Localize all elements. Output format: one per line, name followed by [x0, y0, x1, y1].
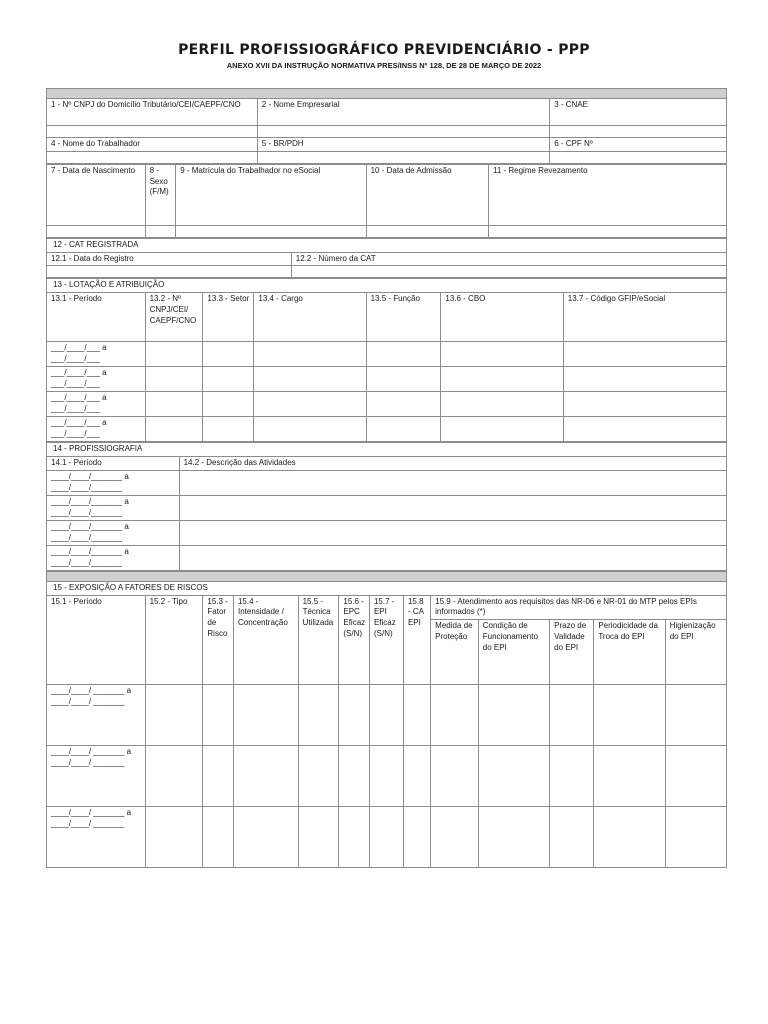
- lotacao-cell[interactable]: [366, 392, 441, 417]
- lotacao-period-cell[interactable]: ___/____/___ a ___/____/___: [47, 367, 146, 392]
- riscos-cell[interactable]: [145, 807, 203, 868]
- riscos-cell[interactable]: [403, 807, 430, 868]
- riscos-cell[interactable]: [298, 807, 339, 868]
- lotacao-period-header: 13.1 - Período: [47, 293, 146, 342]
- riscos-factor-header: 15.3 - Fator de Risco: [203, 595, 234, 685]
- lotacao-cell[interactable]: [254, 417, 366, 442]
- cat-registration-date-input[interactable]: [47, 266, 292, 278]
- epi-hygiene-header: Higienização do EPI: [665, 620, 726, 685]
- riscos-section-heading: 15 - EXPOSIÇÃO A FATORES DE RISCOS: [47, 581, 727, 595]
- lotacao-cell[interactable]: [441, 367, 563, 392]
- lotacao-cell[interactable]: [254, 392, 366, 417]
- riscos-cell[interactable]: [665, 807, 726, 868]
- table-row: [47, 342, 727, 367]
- lotacao-cbo-header: 13.6 - CBO: [441, 293, 563, 342]
- riscos-cell[interactable]: [369, 685, 403, 746]
- lotacao-section-heading: 13 - LOTAÇÃO E ATRIBUIÇÃO: [47, 279, 727, 293]
- table-row: [47, 545, 727, 570]
- cat-table: [46, 238, 727, 279]
- lotacao-role-header: 13.4 - Cargo: [254, 293, 366, 342]
- lotacao-sector-header: 13.3 - Setor: [203, 293, 254, 342]
- lotacao-cell[interactable]: [441, 417, 563, 442]
- lotacao-cell[interactable]: [563, 392, 726, 417]
- profissiografia-period-cell[interactable]: ____/____/_______ a ____/____/_______: [47, 520, 180, 545]
- epi-condition-header: Condição de Funcionamento do EPI: [478, 620, 549, 685]
- lotacao-cell[interactable]: [203, 417, 254, 442]
- riscos-cell[interactable]: [550, 807, 594, 868]
- worker-name-field-label: 4 - Nome do Trabalhador: [47, 138, 258, 152]
- lotacao-cell[interactable]: [441, 342, 563, 367]
- riscos-cell[interactable]: [203, 685, 234, 746]
- protection-measure-header: Medida de Proteção: [431, 620, 479, 685]
- riscos-cell[interactable]: [594, 807, 665, 868]
- riscos-epc-header: 15.6 - EPC Eficaz (S/N): [339, 595, 370, 685]
- lotacao-cell[interactable]: [254, 342, 366, 367]
- lotacao-table: [46, 278, 727, 442]
- regime-field-label: 11 - Regime Revezamento: [488, 164, 726, 225]
- cpf-input[interactable]: [550, 151, 727, 163]
- riscos-cell[interactable]: [145, 685, 203, 746]
- section-bar: [47, 89, 727, 99]
- riscos-cell[interactable]: [478, 685, 549, 746]
- lotacao-cnpj-header: 13.2 - Nº CNPJ/CEI/ CAEPF/CNO: [145, 293, 203, 342]
- riscos-cell[interactable]: [298, 685, 339, 746]
- profissiografia-description-header: 14.2 - Descrição das Atividades: [179, 456, 726, 470]
- lotacao-cell[interactable]: [366, 342, 441, 367]
- personal-data-table: [46, 164, 727, 238]
- profissiografia-period-cell[interactable]: ____/____/_______ a ____/____/_______: [47, 545, 180, 570]
- lotacao-cell[interactable]: [254, 367, 366, 392]
- activity-description-input[interactable]: [179, 495, 726, 520]
- cnpj-field-label: 1 - Nº CNPJ do Domicílio Tributário/CEI/CAEPF/CNO: [47, 99, 258, 126]
- riscos-cell[interactable]: [339, 685, 370, 746]
- lotacao-cell[interactable]: [145, 367, 203, 392]
- riscos-cell[interactable]: [298, 746, 339, 807]
- riscos-technique-header: 15.5 - Técnica Utilizada: [298, 595, 339, 685]
- riscos-cell[interactable]: [431, 746, 479, 807]
- table-row: [47, 520, 727, 545]
- epi-validity-header: Prazo de Validade do EPI: [550, 620, 594, 685]
- table-row: [47, 417, 727, 442]
- sex-field-label: 8 - Sexo (F/M): [145, 164, 176, 225]
- cnae-input[interactable]: [550, 126, 727, 138]
- company-name-input[interactable]: [257, 126, 549, 138]
- cat-number-input[interactable]: [291, 266, 726, 278]
- lotacao-cell[interactable]: [366, 417, 441, 442]
- cat-number-label: 12.2 - Número da CAT: [291, 252, 726, 266]
- riscos-cell[interactable]: [203, 807, 234, 868]
- table-row: [47, 470, 727, 495]
- profissiografia-table: [46, 442, 727, 571]
- riscos-period-cell[interactable]: ____/____/ _______ a ____/____/ _______: [47, 685, 146, 746]
- lotacao-gfip-header: 13.7 - Código GFIP/eSocial: [563, 293, 726, 342]
- riscos-cell[interactable]: [203, 746, 234, 807]
- epi-replacement-header: Periodicidade da Troca do EPI: [594, 620, 665, 685]
- sex-input[interactable]: [145, 225, 176, 237]
- document-title: PERFIL PROFISSIOGRÁFICO PREVIDENCIÁRIO - PPP: [178, 42, 590, 58]
- lotacao-cell[interactable]: [563, 342, 726, 367]
- cpf-field-label: 6 - CPF Nº: [550, 138, 727, 152]
- riscos-cell[interactable]: [233, 746, 298, 807]
- riscos-cell[interactable]: [431, 685, 479, 746]
- riscos-ca-header: 15.8 - CA EPI: [403, 595, 430, 685]
- birth-date-field-label: 7 - Data de Nascimento: [47, 164, 146, 225]
- riscos-epi-header: 15.7 - EPI Eficaz (S/N): [369, 595, 403, 685]
- table-row: [47, 685, 727, 746]
- lotacao-period-cell[interactable]: ___/____/___ a ___/____/___: [47, 342, 146, 367]
- table-row: [47, 746, 727, 807]
- lotacao-cell[interactable]: [441, 392, 563, 417]
- riscos-cell[interactable]: [369, 807, 403, 868]
- riscos-period-cell[interactable]: ____/____/ _______ a ____/____/ _______: [47, 746, 146, 807]
- br-pdh-field-label: 5 - BR/PDH: [257, 138, 549, 152]
- riscos-cell[interactable]: [665, 685, 726, 746]
- identification-table: [46, 88, 727, 164]
- riscos-type-header: 15.2 - Tipo: [145, 595, 203, 685]
- lotacao-cell[interactable]: [366, 367, 441, 392]
- esocial-registration-field-label: 9 - Matrícula do Trabalhador no eSocial: [176, 164, 366, 225]
- section-bar: [47, 571, 727, 581]
- riscos-cell[interactable]: [145, 746, 203, 807]
- lotacao-period-cell[interactable]: ___/____/___ a ___/____/___: [47, 417, 146, 442]
- table-row: [47, 367, 727, 392]
- riscos-cell[interactable]: [594, 685, 665, 746]
- lotacao-cell[interactable]: [145, 392, 203, 417]
- lotacao-cell[interactable]: [203, 392, 254, 417]
- document-subtitle: ANEXO XVII DA INSTRUÇÃO NORMATIVA PRES/INSS Nº 128, DE 28 DE MARÇO DE 2022: [226, 61, 542, 70]
- activity-description-input[interactable]: [179, 470, 726, 495]
- lotacao-cell[interactable]: [563, 367, 726, 392]
- cnpj-input[interactable]: [47, 126, 258, 138]
- cat-section-heading: 12 - CAT REGISTRADA: [47, 238, 727, 252]
- lotacao-cell[interactable]: [145, 342, 203, 367]
- riscos-cell[interactable]: [233, 685, 298, 746]
- riscos-requirements-header: 15.9 - Atendimento aos requisitos das NR-06 e NR-01 do MTP pelos EPIs informados (*): [431, 595, 727, 620]
- lotacao-function-header: 13.5 - Função: [366, 293, 441, 342]
- riscos-cell[interactable]: [233, 807, 298, 868]
- riscos-intensity-header: 15.4 - Intensidade / Concentração: [233, 595, 298, 685]
- br-pdh-input[interactable]: [257, 151, 549, 163]
- company-name-field-label: 2 - Nome Empresarial: [257, 99, 549, 126]
- lotacao-cell[interactable]: [563, 417, 726, 442]
- riscos-table: [46, 571, 727, 868]
- esocial-registration-input[interactable]: [176, 225, 366, 237]
- lotacao-period-cell[interactable]: ___/____/___ a ___/____/___: [47, 392, 146, 417]
- riscos-period-cell[interactable]: ____/____/ _______ a ____/____/ _______: [47, 807, 146, 868]
- admission-date-input[interactable]: [366, 225, 488, 237]
- riscos-cell[interactable]: [550, 746, 594, 807]
- riscos-cell[interactable]: [339, 807, 370, 868]
- riscos-cell[interactable]: [478, 807, 549, 868]
- riscos-cell[interactable]: [550, 685, 594, 746]
- profissiografia-section-heading: 14 - PROFISSIOGRAFIA: [47, 443, 727, 457]
- lotacao-cell[interactable]: [203, 342, 254, 367]
- riscos-period-header: 15.1 - Período: [47, 595, 146, 685]
- birth-date-input[interactable]: [47, 225, 146, 237]
- profissiografia-period-cell[interactable]: ____/____/_______ a ____/____/_______: [47, 495, 180, 520]
- riscos-cell[interactable]: [403, 685, 430, 746]
- profissiografia-period-cell[interactable]: ____/____/_______ a ____/____/_______: [47, 470, 180, 495]
- admission-date-field-label: 10 - Data de Admissão: [366, 164, 488, 225]
- table-row: [47, 807, 727, 868]
- activity-description-input[interactable]: [179, 545, 726, 570]
- regime-input[interactable]: [488, 225, 726, 237]
- riscos-cell[interactable]: [369, 746, 403, 807]
- riscos-cell[interactable]: [478, 746, 549, 807]
- riscos-cell[interactable]: [665, 746, 726, 807]
- riscos-cell[interactable]: [403, 746, 430, 807]
- table-row: [47, 495, 727, 520]
- table-row: [47, 392, 727, 417]
- activity-description-input[interactable]: [179, 520, 726, 545]
- ppp-form: [46, 88, 727, 868]
- cat-registration-date-label: 12.1 - Data do Registro: [47, 252, 292, 266]
- profissiografia-period-header: 14.1 - Período: [47, 456, 180, 470]
- cnae-field-label: 3 - CNAE: [550, 99, 727, 126]
- riscos-cell[interactable]: [431, 807, 479, 868]
- lotacao-cell[interactable]: [145, 417, 203, 442]
- lotacao-cell[interactable]: [203, 367, 254, 392]
- riscos-cell[interactable]: [339, 746, 370, 807]
- worker-name-input[interactable]: [47, 151, 258, 163]
- riscos-cell[interactable]: [594, 746, 665, 807]
